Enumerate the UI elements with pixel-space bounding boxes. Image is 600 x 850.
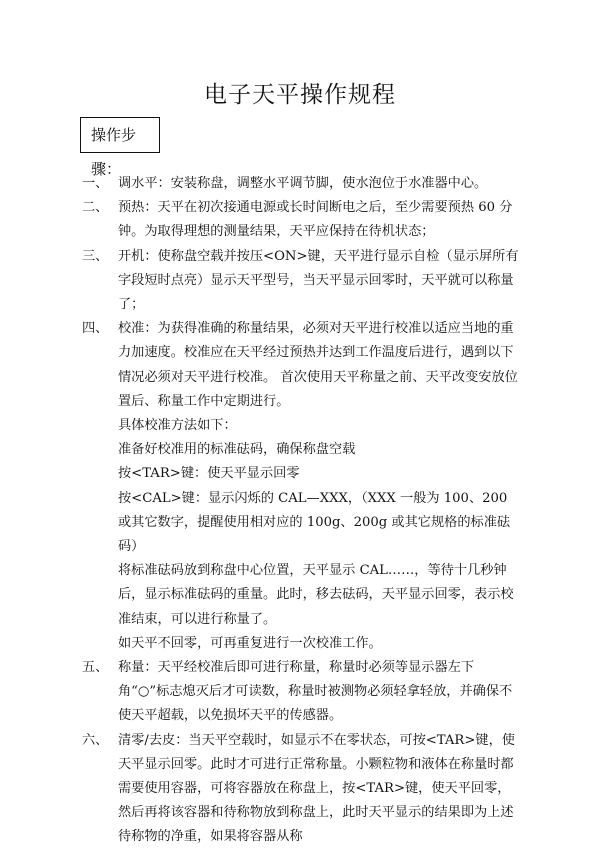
- step-number: 四、: [82, 321, 109, 337]
- step-item-4: [82, 317, 522, 414]
- step-item-2: [82, 196, 522, 244]
- calibration-line: 按<CAL>键：显示闪烁的 CAL—XXX，（XXX 一般为 100、200 或其它数字，提醒使用相对应的 100g、200g 或其它规格的标准砝码）: [118, 490, 511, 555]
- calibration-line: 如天平不回零，可再重复进行一次校准工作。: [118, 635, 382, 651]
- document-body: [82, 172, 522, 850]
- step-text: 调水平：安装称盘，调整水平调节脚，使水泡位于水准器中心。: [118, 176, 488, 191]
- step-text: 预热：天平在初次接通电源或长时间断电之后，至少需要预热 60 分钟。为取得理想的测量结果，天平应保持在待机状态；: [118, 200, 513, 240]
- step-text: 开机：使称盘空载并按压<ON>键，天平进行显示自检（显示屏所有字段短时点亮）显示天平型号，当天平显示回零时，天平就可以称量了；: [118, 248, 519, 313]
- step-text: 校准：为获得准确的称量结果，必须对天平进行校准以适应当地的重力加速度。校准应在天平经过预热并达到工作温度后进行，遇到以下情况必须对天平进行校准。 首次使用天平称量之前、天平改变安放位置后、称量工作中定期进行。: [118, 321, 518, 409]
- step-item-6: [82, 729, 522, 850]
- step-number: 五、: [82, 660, 109, 676]
- step-number: 一、: [82, 176, 109, 191]
- page-title: 电子天平操作规程: [204, 82, 396, 108]
- step-text: 清零/去皮：当天平空载时，如显示不在零状态，可按<TAR>键，使天平显示回零。此时才可进行正常称量。小颗粒物和液体在称量时都需要使用容器，可将容器放在称盘上，按<TAR>键，使天平回零，然后再将该容器和待称物放到称盘上，此时天平显示的结果即为上述待称物的净重，如果将容器从称: [118, 732, 515, 845]
- step-item-3: [82, 245, 522, 318]
- calibration-line: 具体校准方法如下：: [118, 418, 237, 434]
- step-number: 六、: [82, 732, 109, 748]
- calibration-line: 按<TAR>键：使天平显示回零: [118, 466, 300, 482]
- calibration-line: 准备好校准用的标准砝码，确保称盘空载: [118, 442, 356, 458]
- calibration-line: 将标准砝码放到称盘中心位置，天平显示 CAL……，等待十几秒钟后，显示标准砝码的重量。此时，移去砝码，天平显示回零，表示校准结束，可以进行称量了。: [118, 563, 514, 627]
- step-number: 二、: [82, 200, 109, 216]
- step-text: 称量：天平经校准后即可进行称量，称量时必须等显示器左下角“○”标志熄灭后才可读数，称量时被测物必须轻拿轻放，并确保不使天平超载，以免损坏天平的传感器。: [118, 660, 513, 724]
- step-item-1: [82, 172, 522, 196]
- section-label-box: 操作步骤：: [80, 117, 160, 153]
- step-item-5: [82, 656, 522, 729]
- step-number: 三、: [82, 248, 109, 264]
